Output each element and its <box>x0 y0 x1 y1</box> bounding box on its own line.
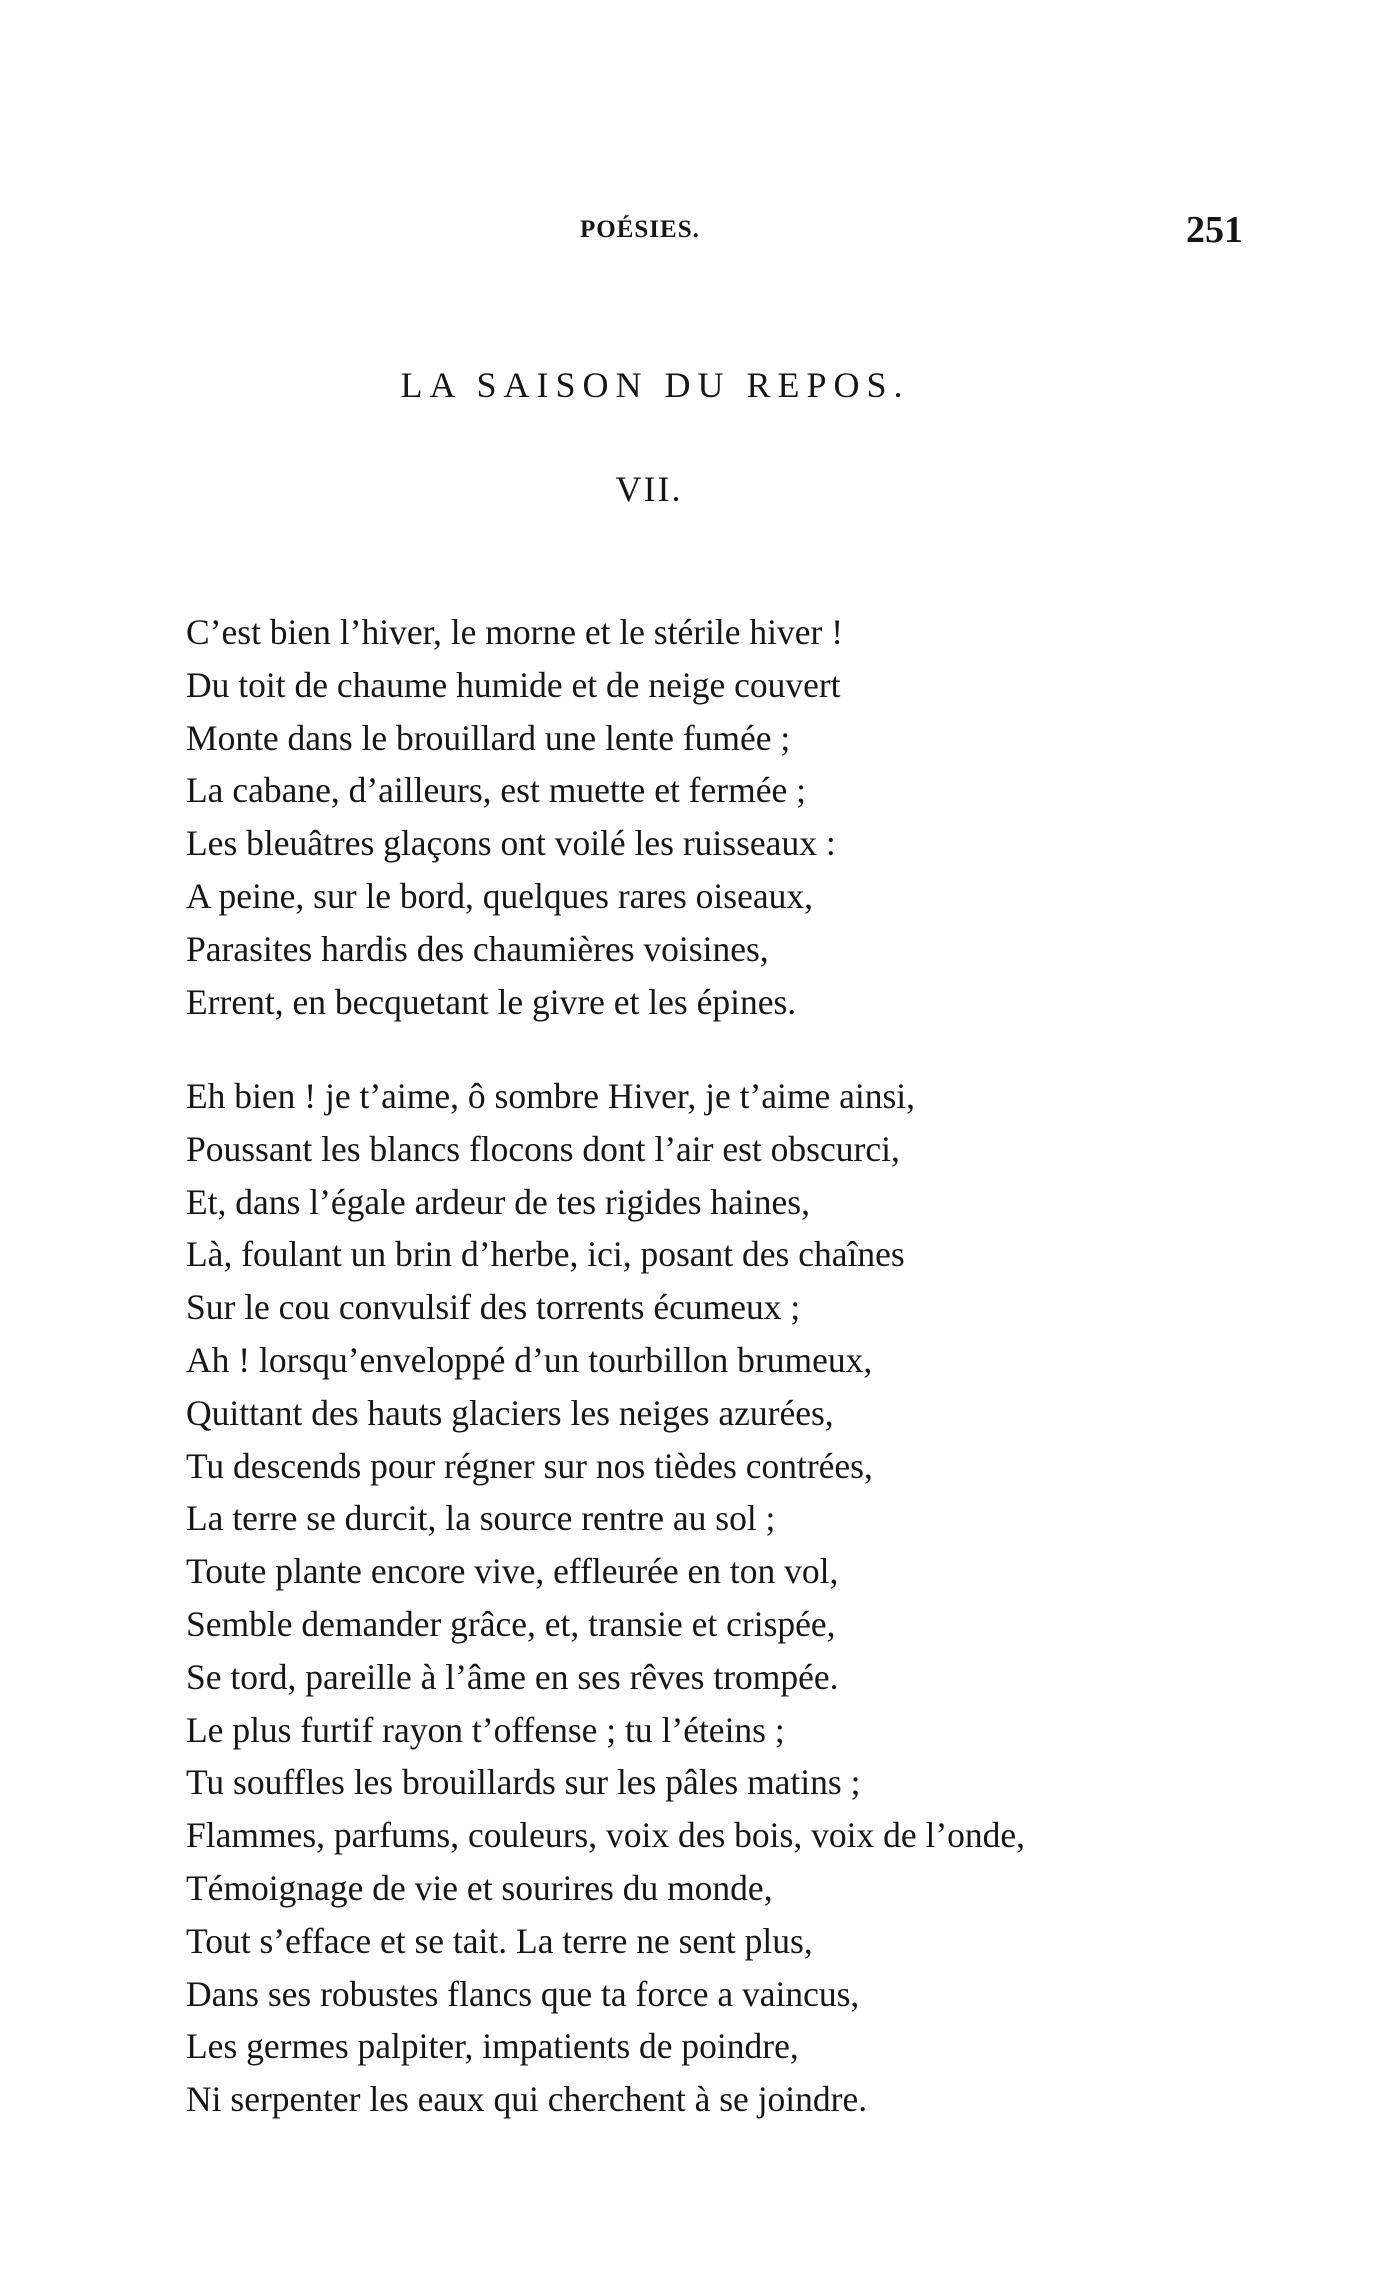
verse-line: Se tord, pareille à l’âme en ses rêves trompée. <box>186 1656 839 1697</box>
verse-line: Tout s’efface et se tait. La terre ne sent plus, <box>186 1920 813 1961</box>
verse-line: Toute plante encore vive, effleurée en ton vol, <box>186 1551 839 1592</box>
verse-line: Témoignage de vie et sourires du monde, <box>186 1867 773 1908</box>
verse-line: Les bleuâtres glaçons ont voilé les ruisseaux : <box>186 823 836 864</box>
running-title: POÉSIES. <box>580 216 700 243</box>
verse-line: Là, foulant un brin d’herbe, ici, posant des chaînes <box>186 1234 905 1275</box>
verse-line: La terre se durcit, la source rentre au sol ; <box>186 1498 776 1539</box>
verse-line: Les germes palpiter, impatients de poindre, <box>186 2026 799 2067</box>
verse-line: Flammes, parfums, couleurs, voix des bois, voix de l’onde, <box>186 1815 1026 1856</box>
verse-line: Semble demander grâce, et, transie et crispée, <box>186 1603 836 1644</box>
verse-line: C’est bien l’hiver, le morne et le stérile hiver ! <box>186 612 844 652</box>
verse-line: Monte dans le brouillard une lente fumée ; <box>186 717 791 758</box>
running-head <box>0 208 1380 258</box>
page-number: 251 <box>1186 209 1243 251</box>
verse-line: Et, dans l’égale ardeur de tes rigides haines, <box>186 1181 810 1222</box>
verse-line: Ah ! lorsqu’enveloppé d’un tourbillon brumeux, <box>186 1339 873 1380</box>
section-number: VII. <box>615 469 683 509</box>
verse-line: Quittant des hauts glaciers les neiges azurées, <box>186 1392 834 1433</box>
verse-line: Dans ses robustes flancs que ta force a vaincus, <box>186 1973 860 2014</box>
verse-line: Du toit de chaume humide et de neige couvert <box>186 664 841 705</box>
verse-line: La cabane, d’ailleurs, est muette et fermée ; <box>186 770 806 811</box>
verse-line: Parasites hardis des chaumières voisines, <box>186 928 769 969</box>
verse-line: Eh bien ! je t’aime, ô sombre Hiver, je t’aime ainsi, <box>186 1076 916 1116</box>
stanza-2 <box>186 1070 1306 2126</box>
verse-line: Tu descends pour régner sur nos tièdes contrées, <box>186 1445 873 1486</box>
poem-title: LA SAISON DU REPOS. <box>400 365 910 405</box>
verse-line: Le plus furtif rayon t’offense ; tu l’éteins ; <box>186 1709 785 1750</box>
verse-line: Errent, en becquetant le givre et les épines. <box>186 981 797 1022</box>
stanza-1 <box>186 606 1306 1028</box>
verse-line: Tu souffles les brouillards sur les pâles matins ; <box>186 1762 861 1803</box>
verse-line: Sur le cou convulsif des torrents écumeux ; <box>186 1287 801 1328</box>
verse-line: Ni serpenter les eaux qui cherchent à se joindre. <box>186 2079 868 2120</box>
verse-line: Poussant les blancs flocons dont l’air est obscurci, <box>186 1128 900 1169</box>
verse-line: A peine, sur le bord, quelques rares oiseaux, <box>186 875 813 916</box>
